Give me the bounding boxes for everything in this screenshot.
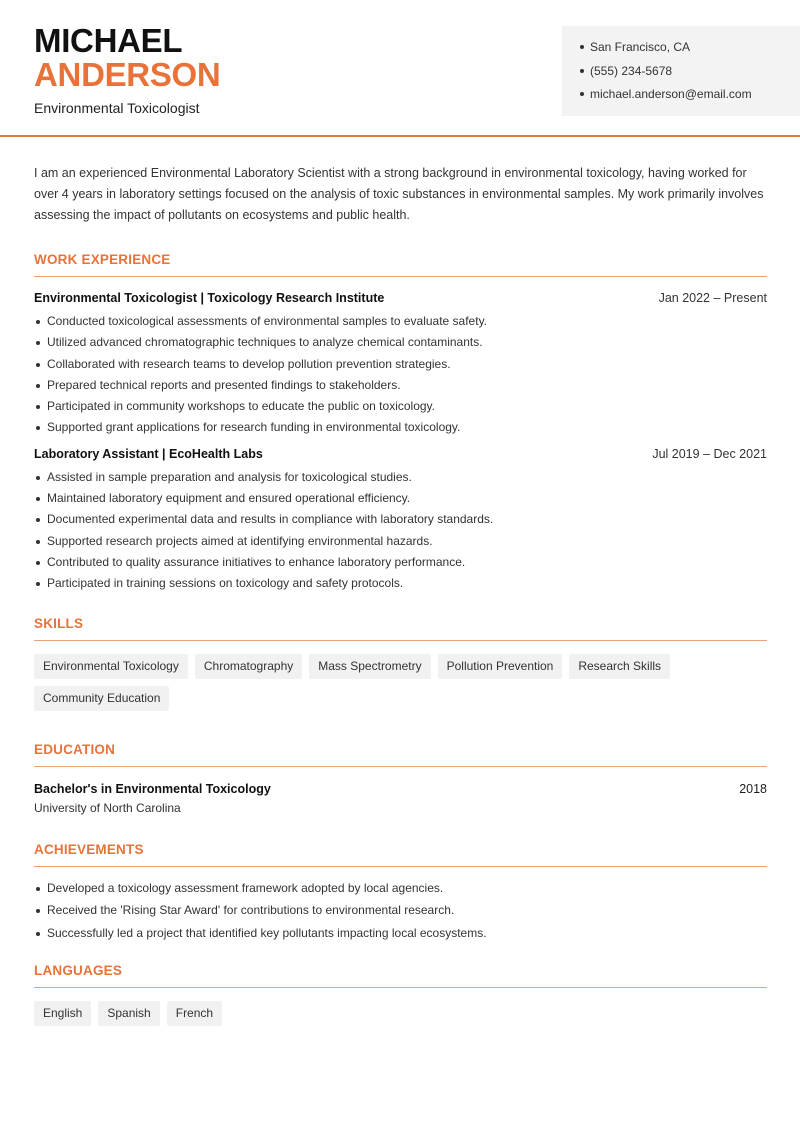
resume-body (34, 163, 767, 1033)
languages-list (34, 1001, 767, 1033)
list-item: Maintained laboratory equipment and ensured operational efficiency. (34, 490, 767, 511)
contact-list (580, 39, 800, 110)
list-item: Supported research projects aimed at identifying environmental hazards. (34, 533, 767, 554)
language-chip: Spanish (98, 1001, 159, 1026)
list-item: Developed a toxicology assessment framework adopted by local agencies. (34, 880, 767, 903)
resume-header (0, 0, 800, 137)
education-heading: EDUCATION (34, 742, 767, 767)
list-item: Contributed to quality assurance initiatives to enhance laboratory performance. (34, 554, 767, 575)
degree: Bachelor's in Environmental Toxicology (34, 781, 271, 796)
skill-chip: Research Skills (569, 654, 670, 679)
last-name: ANDERSON (34, 56, 221, 93)
list-item: Supported grant applications for research funding in environmental toxicology. (34, 419, 767, 440)
list-item: Received the 'Rising Star Award' for contributions to environmental research. (34, 902, 767, 925)
skill-chip: Environmental Toxicology (34, 654, 188, 679)
list-item: Conducted toxicological assessments of environmental samples to evaluate safety. (34, 313, 767, 334)
list-item: Participated in community workshops to educate the public on toxicology. (34, 398, 767, 419)
list-item: Collaborated with research teams to develop pollution prevention strategies. (34, 356, 767, 377)
contact-box (562, 26, 800, 116)
job-dates: Jul 2019 – Dec 2021 (652, 446, 767, 461)
job-bullets (34, 313, 767, 441)
languages-heading: LANGUAGES (34, 963, 767, 988)
skill-chip: Chromatography (195, 654, 302, 679)
contact-phone[interactable]: (555) 234-5678 (580, 63, 800, 87)
list-item: Participated in training sessions on toxicology and safety protocols. (34, 575, 767, 596)
graduation-year: 2018 (739, 781, 767, 796)
skills-list (34, 654, 767, 718)
job-entry (34, 447, 767, 597)
language-chip: French (167, 1001, 222, 1026)
list-item: Utilized advanced chromatographic techniques to analyze chemical contaminants. (34, 334, 767, 355)
full-name (34, 24, 220, 92)
list-item: Prepared technical reports and presented findings to stakeholders. (34, 377, 767, 398)
list-item: Successfully led a project that identified key pollutants impacting local ecosystems. (34, 925, 767, 948)
contact-location: San Francisco, CA (580, 39, 800, 63)
job-role: Environmental Toxicologist | Toxicology Research Institute (34, 291, 385, 305)
achievements-list (34, 880, 767, 948)
list-item: Assisted in sample preparation and analysis for toxicological studies. (34, 469, 767, 490)
school-name: University of North Carolina (34, 800, 181, 815)
job-title: Environmental Toxicologist (34, 100, 200, 116)
language-chip: English (34, 1001, 91, 1026)
job-dates: Jan 2022 – Present (658, 291, 767, 305)
skills-heading: SKILLS (34, 616, 767, 641)
work-experience-heading: WORK EXPERIENCE (34, 252, 767, 277)
skill-chip: Mass Spectrometry (309, 654, 430, 679)
contact-email[interactable]: michael.anderson@email.com (580, 86, 800, 110)
job-entry (34, 291, 767, 441)
skill-chip: Community Education (34, 686, 169, 711)
list-item: Documented experimental data and results in compliance with laboratory standards. (34, 511, 767, 532)
job-role: Laboratory Assistant | EcoHealth Labs (34, 446, 263, 461)
first-name: MICHAEL (34, 22, 183, 59)
skill-chip: Pollution Prevention (438, 654, 563, 679)
job-bullets (34, 469, 767, 597)
summary: I am an experienced Environmental Laboratory Scientist with a strong background in environmental toxicology, having worked for over 4 years in laboratory settings focused on the analysis of toxic substances in environmental samples. My work primarily involves assessing the impact of pollutants on ecosystems and public health. (34, 166, 764, 222)
achievements-heading: ACHIEVEMENTS (34, 842, 767, 867)
